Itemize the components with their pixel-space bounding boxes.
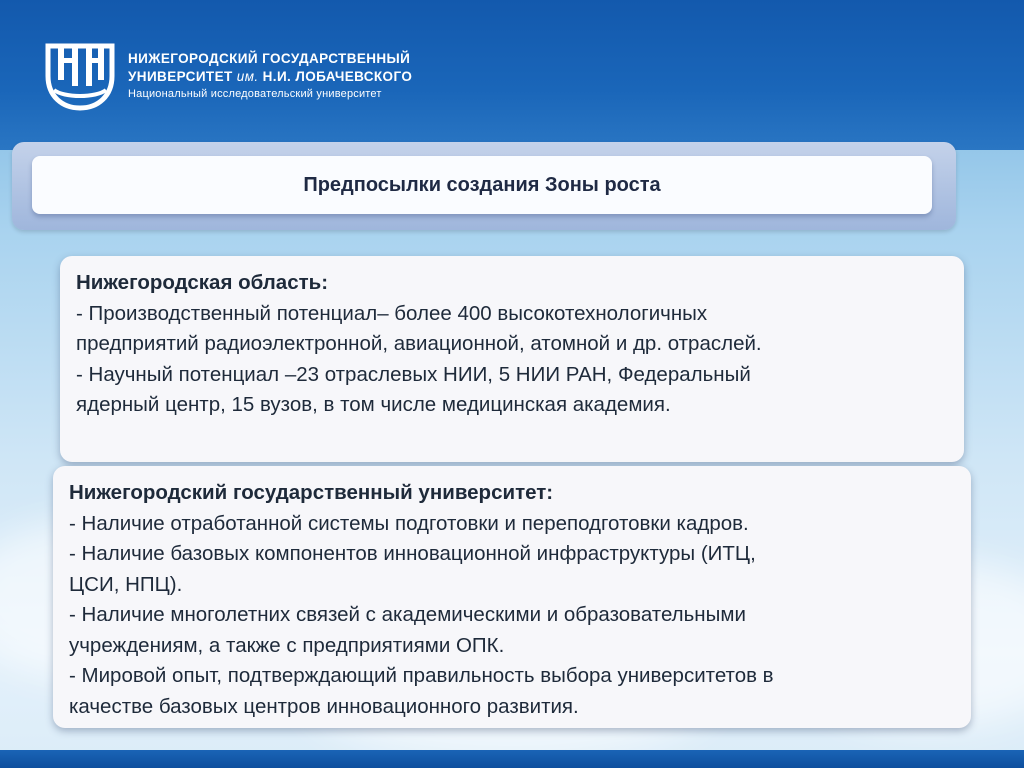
card-heading: Нижегородская область: bbox=[76, 271, 329, 294]
university-name-line1: НИЖЕГОРОДСКИЙ ГОСУДАРСТВЕННЫЙ bbox=[128, 51, 411, 66]
footer-bar bbox=[0, 750, 1024, 768]
card-line: - Мировой опыт, подтверждающий правильность выбора университетов в bbox=[69, 664, 774, 687]
card-line: качестве базовых центров инновационного развития. bbox=[69, 694, 579, 718]
card-heading: Нижегородский государственный университет: bbox=[69, 481, 554, 504]
card-line: - Научный потенциал –23 отраслевых НИИ, 5 НИИ РАН, Федеральный bbox=[76, 362, 751, 386]
university-name-part: Н.И. ЛОБАЧЕВСКОГО bbox=[258, 69, 413, 84]
university-name-part: УНИВЕРСИТЕТ bbox=[128, 69, 237, 84]
university-name-line2 bbox=[128, 69, 412, 84]
card-line: - Производственный потенциал– более 400 высокотехнологичных bbox=[76, 301, 708, 325]
unn-logo-icon bbox=[44, 36, 116, 112]
card-line: - Наличие отработанной системы подготовки и переподготовки кадров. bbox=[69, 511, 749, 535]
university-card bbox=[53, 466, 971, 728]
title-box bbox=[32, 156, 932, 214]
slide-title: Предпосылки создания Зоны роста bbox=[303, 173, 661, 196]
card-line: - Наличие многолетних связей с академическими и образовательными bbox=[69, 603, 746, 626]
region-card bbox=[60, 256, 964, 462]
card-line: ЦСИ, НПЦ). bbox=[69, 572, 183, 596]
university-subtitle: Национальный исследовательский университет bbox=[128, 88, 382, 100]
card-line: учреждениям, а также с предприятиями ОПК. bbox=[69, 633, 505, 657]
card-line: предприятий радиоэлектронной, авиационной, атомной и др. отраслей. bbox=[76, 332, 762, 355]
card-line: - Наличие базовых компонентов инновационной инфраструктуры (ИТЦ, bbox=[69, 542, 756, 565]
university-name-im: им. bbox=[236, 69, 259, 84]
header-bar bbox=[0, 0, 1024, 150]
card-line: ядерный центр, 15 вузов, в том числе медицинская академия. bbox=[76, 393, 671, 416]
